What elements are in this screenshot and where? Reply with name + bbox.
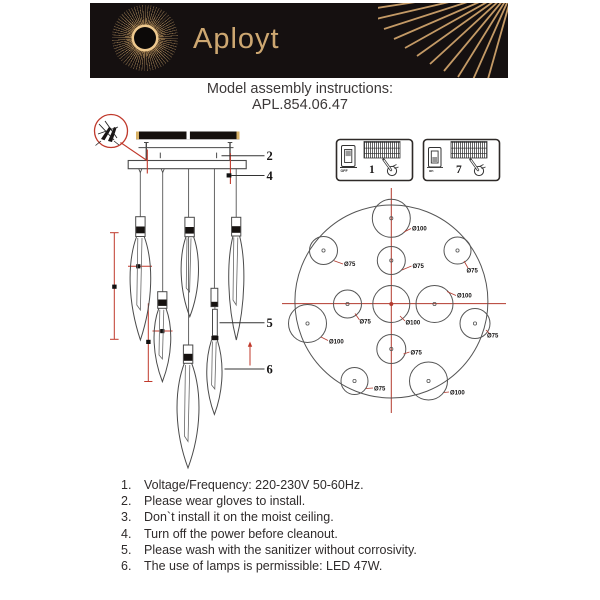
hole-label: Ø75 [412, 264, 424, 270]
pictogram-boxes [334, 137, 502, 184]
callout-6-label: 6 [266, 362, 273, 377]
pendant-6 [207, 288, 222, 414]
callout-4 [227, 169, 274, 183]
instruction-list [121, 477, 541, 574]
switch-state-label: OFF [340, 168, 348, 173]
item-number: 4. [121, 526, 132, 541]
pendant-2 [154, 292, 171, 382]
list-item [121, 526, 541, 542]
page-title: Model assembly instructions: [206, 81, 394, 97]
switch-state-label: on [429, 168, 434, 173]
item-text: Turn off the power before cleanout. [144, 526, 338, 541]
hole-label: Ø100 [450, 390, 465, 397]
canopy-hooks [139, 169, 164, 173]
hole-label: Ø100 [457, 293, 472, 300]
pictogram-power-on [424, 140, 500, 181]
list-item [121, 477, 541, 493]
pictogram-power-off [337, 140, 413, 181]
ceiling-bar [136, 132, 240, 140]
ceiling-plate-diagram [278, 183, 510, 417]
hole-label: Ø75 [466, 268, 478, 275]
list-item [121, 542, 541, 558]
callout-5-label: 5 [266, 316, 273, 330]
callout-6 [225, 342, 273, 377]
canopy-plate [128, 161, 246, 169]
pendant-4 [229, 217, 244, 340]
header-banner [90, 3, 508, 78]
hole-label: Ø100 [405, 320, 421, 327]
callout-2-label: 2 [266, 149, 273, 163]
corner-rays-icon [378, 3, 508, 78]
pendant-5 [177, 345, 199, 468]
hole-label: Ø75 [410, 350, 422, 357]
hole-label: Ø75 [344, 262, 356, 268]
item-text: The use of lamps is permissible: LED 47W. [144, 559, 383, 574]
crosshair-lines [282, 188, 506, 413]
step-number: 1 [369, 164, 375, 176]
item-number: 3. [121, 510, 132, 525]
suspension-cords [140, 169, 236, 346]
pendant-1 [130, 217, 151, 340]
item-text: Please wash with the sanitizer without corrosivity. [144, 542, 417, 557]
model-number: APL.854.06.47 [252, 97, 348, 113]
list-item [121, 493, 541, 509]
brand-name: Aployt [193, 22, 280, 55]
list-item [121, 509, 541, 525]
item-text: Don`t install it on the moist ceiling. [144, 510, 334, 525]
item-text: Voltage/Frequency: 220-230V 50-60Hz. [144, 478, 364, 492]
starburst-logo-icon [112, 5, 178, 71]
hole-label: Ø100 [329, 339, 344, 346]
item-text: Please wear gloves to install. [144, 494, 306, 509]
mounting-bracket [139, 143, 234, 162]
hole-label: Ø75 [359, 319, 371, 326]
hole-labels [329, 227, 499, 397]
step-number: 7 [456, 164, 462, 176]
hole-label: Ø75 [374, 386, 386, 393]
ceiling-hatch-icon [451, 142, 487, 159]
item-number: 5. [121, 542, 132, 557]
callout-5 [220, 316, 273, 330]
pendant-3 [181, 217, 198, 316]
hole-label: Ø100 [412, 226, 427, 233]
callout-4-label: 4 [266, 169, 273, 183]
item-number: 6. [121, 559, 132, 574]
ceiling-hatch-icon [364, 142, 400, 159]
item-number: 2. [121, 494, 132, 509]
item-number: 1. [121, 478, 132, 492]
list-item [121, 558, 541, 574]
hole-leaders [321, 226, 490, 393]
hole-label: Ø75 [487, 333, 499, 340]
lamp-assembly-drawing [85, 108, 287, 480]
